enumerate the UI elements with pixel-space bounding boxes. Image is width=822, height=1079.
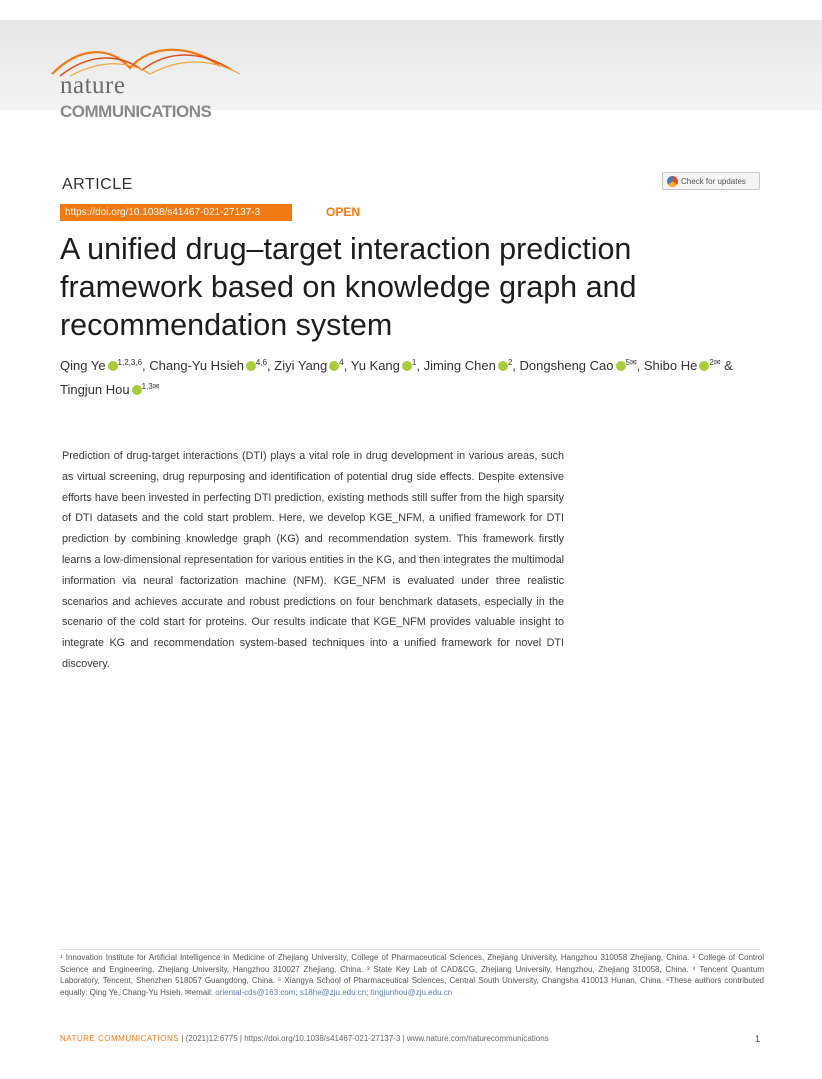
orcid-icon[interactable] xyxy=(108,361,118,371)
check-for-updates-button[interactable] xyxy=(662,172,760,190)
author-affiliation-marker: 1,2,3,6 xyxy=(117,358,143,367)
author-name[interactable]: Qing Ye xyxy=(60,358,106,373)
logo-word-nature: nature xyxy=(60,72,126,99)
author-affiliation-marker: 2 xyxy=(507,358,513,367)
orcid-icon[interactable] xyxy=(402,361,412,371)
abstract: Prediction of drug-target interactions (DTI) plays a vital role in drug development in various areas, such as virtual screening, drug repurposing and identification of potential drug side effects. Despite extensive efforts have been invested in perfecting DTI prediction, existing methods still suffer from the high sparsity of DTI datasets and the cold start problem. Here, we develop KGE_NFM, a unified framework for DTI prediction by combining knowledge graph (KG) and recommendation system. This framework firstly learns a low-dimensional representation for various entities in the KG, and then integrates the multimodal information via neural factorization machine (NFM). KGE_NFM is evaluated under three realistic scenarios and achieves accurate and robust predictions on four benchmark datasets, especially in the scenario of the cold start for proteins. Our results indicate that KGE_NFM provides valuable insight to integrate KG and recommendation system-based techniques into a unified framework for novel DTI discovery. xyxy=(62,450,564,670)
orcid-icon[interactable] xyxy=(246,361,256,371)
author-affiliation-marker: 4,6 xyxy=(255,358,268,367)
orcid-icon[interactable] xyxy=(699,361,709,371)
author-affiliation-marker: 4 xyxy=(339,358,344,367)
author-name[interactable]: Jiming Chen xyxy=(423,358,496,373)
author[interactable] xyxy=(351,358,417,373)
footer-journal-name: NATURE COMMUNICATIONS xyxy=(60,1034,180,1043)
article-title: A unified drug–target interaction prediction framework based on knowledge graph and recommendation system xyxy=(60,232,637,342)
orcid-icon[interactable] xyxy=(329,361,339,371)
footer-citation: | (2021)12:6775 | https://doi.org/10.1038/s41467-021-27137-3 | www.nature.com/naturecommunications xyxy=(181,1034,549,1043)
author-list: Qing Ye $^{1,2,3,6}$, Chang-Yu Hsieh $^{4,6}$, Ziyi Yang $^4$, Yu Kang $^1$, Jiming Chen $^2$, Dongsheng Cao $^{5✉}$, Shibo He $^{2✉}$ & Tingjun Hou $^{1,3✉}$ xyxy=(60,358,733,397)
doi-link[interactable]: https://doi.org/10.1038/s41467-021-27137-3 xyxy=(60,204,292,221)
author[interactable] xyxy=(644,358,721,373)
author-affiliation-marker: 1 xyxy=(411,358,417,367)
article-type-label: ARTICLE xyxy=(62,176,133,193)
affiliations-divider xyxy=(60,949,760,950)
author[interactable] xyxy=(149,358,267,373)
author-affiliation-marker: 1,3✉ xyxy=(141,382,160,391)
page-number: 1 xyxy=(755,1034,761,1044)
author[interactable] xyxy=(424,358,513,373)
logo-word-communications: COMMUNICATIONS xyxy=(60,102,212,121)
author-affiliation-marker: 5✉ xyxy=(625,358,637,367)
author-name[interactable]: Ziyi Yang xyxy=(274,358,328,373)
author[interactable] xyxy=(60,358,142,373)
author-name[interactable]: Dongsheng Cao xyxy=(519,358,614,373)
author-affiliation-marker: 2✉ xyxy=(709,358,721,367)
author-name[interactable]: Shibo He xyxy=(643,358,698,373)
author[interactable] xyxy=(274,358,343,373)
affiliations xyxy=(60,952,764,998)
orcid-icon[interactable] xyxy=(132,385,142,395)
check-updates-icon xyxy=(667,176,678,187)
orcid-icon[interactable] xyxy=(616,361,626,371)
affiliations-text: ¹ Innovation Institute for Artificial Intelligence in Medicine of Zhejiang University, College of Pharmaceutical Sciences, Zhejiang University, Hangzhou 310058 Zhejiang, China. ² College of Control Science and Engineering, Zhejiang University, Hangzhou 310027 Zhejiang, China. ³ State Key Lab of CAD&CG, Zhejiang University, Hangzhou, Zhejiang 310058, China. ⁴ Tencent Quantum Laboratory, Tencent, Shenzhen 518057 Guangdong, China. ⁵ Xiangya School of Pharmaceutical Sciences, Central South University, Changsha 410013 Hunan, China. ⁶These authors contributed equally: Qing Ye, Chang-Yu Hsieh. ✉email: xyxy=(60,953,764,997)
journal-logo[interactable] xyxy=(50,40,290,120)
orcid-icon[interactable] xyxy=(498,361,508,371)
author-name[interactable]: Yu Kang xyxy=(350,358,400,373)
author[interactable] xyxy=(520,358,637,373)
contact-emails[interactable]: oriental-cds@163.com; s18he@zju.edu.cn; tingjunhou@zju.edu.cn xyxy=(215,987,453,997)
author-name[interactable]: Chang-Yu Hsieh xyxy=(149,358,244,373)
page-footer xyxy=(60,1034,760,1043)
check-updates-label: Check for updates xyxy=(681,177,746,186)
open-access-badge: OPEN xyxy=(326,205,361,219)
author[interactable] xyxy=(60,382,159,397)
author-name[interactable]: Tingjun Hou xyxy=(60,382,130,397)
journal-banner xyxy=(0,20,822,121)
